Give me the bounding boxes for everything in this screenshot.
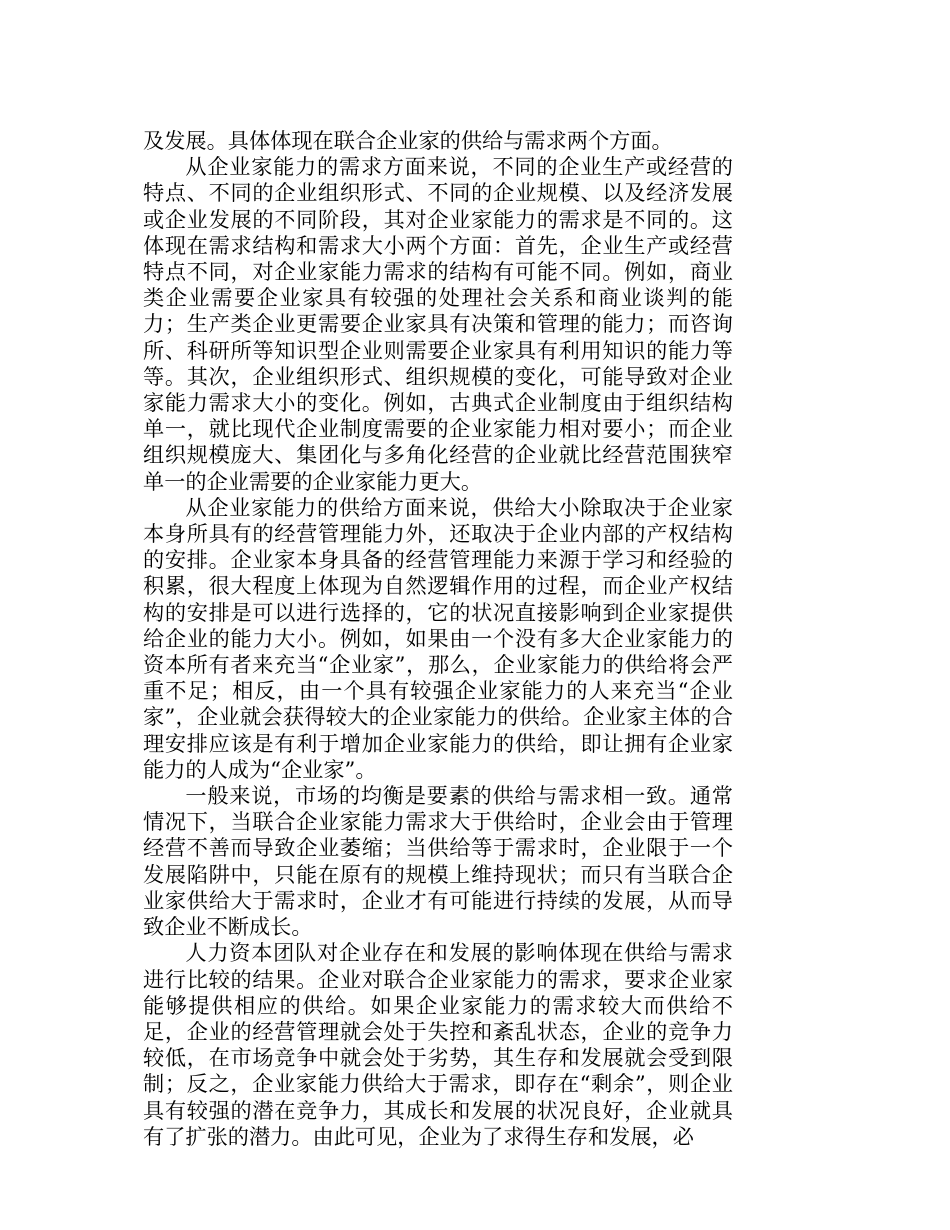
paragraph-2: 从企业家能力的需求方面来说，不同的企业生产或经营的特点、不同的企业组织形式、不同的企业规模、以及经济发展或企业发展的不同阶段，其对企业家能力的需求是不同的。这体现在需求结构和需求大小两个方面：首先，企业生产或经营特点不同，对企业家能力需求的结构有可能不同。例如，商业类企业需要企业家具有较强的处理社会关系和商业谈判的能力；生产类企业更需要企业家具有决策和管理的能力；而咨询所、科研所等知识型企业则需要企业家具有利用知识的能力等等。其次，企业组织形式、组织规模的变化，可能导致对企业家能力需求大小的变化。例如，古典式企业制度由于组织结构单一，就比现代企业制度需要的企业家能力相对要小；而企业组织规模庞大、集团化与多角化经营的企业就比经营范围狭窄单一的企业需要的企业家能力更大。 xyxy=(143,154,733,494)
paragraph-3: 从企业家能力的供给方面来说，供给大小除取决于企业家本身所具有的经营管理能力外，还取决于企业内部的产权结构的安排。企业家本身具备的经营管理能力来源于学习和经验的积累，很大程度上体现为自然逻辑作用的过程，而企业产权结构的安排是可以进行选择的，它的状况直接影响到企业家提供给企业的能力大小。例如，如果由一个没有多大企业家能力的资本所有者来充当“企业家”，那么，企业家能力的供给将会严重不足；相反，由一个具有较强企业家能力的人来充当“企业家”，企业就会获得较大的企业家能力的供给。企业家主体的合理安排应该是有利于增加企业家能力的供给，即让拥有企业家能力的人成为“企业家”。 xyxy=(143,494,733,782)
paragraph-5: 人力资本团队对企业存在和发展的影响体现在供给与需求进行比较的结果。企业对联合企业家能力的需求，要求企业家能够提供相应的供给。如果企业家能力的需求较大而供给不足，企业的经营管理就会处于失控和紊乱状态，企业的竞争力较低，在市场竞争中就会处于劣势，其生存和发展就会受到限制；反之，企业家能力供给大于需求，即存在“剩余”，则企业具有较强的潜在竞争力，其成长和发展的状况良好，企业就具有了扩张的潜力。由此可见，企业为了求得生存和发展，必 xyxy=(143,940,733,1149)
paragraph-1: 及发展。具体体现在联合企业家的供给与需求两个方面。 xyxy=(143,128,673,153)
paragraph-4: 一般来说，市场的均衡是要素的供给与需求相一致。通常情况下，当联合企业家能力需求大于供给时，企业会由于管理经营不善而导致企业萎缩；当供给等于需求时，企业限于一个发展陷阱中，只能在原有的规模上维持现状；而只有当联合企业家供给大于需求时，企业才有可能进行持续的发展，从而导致企业不断成长。 xyxy=(143,783,733,940)
body-text xyxy=(143,128,733,1150)
